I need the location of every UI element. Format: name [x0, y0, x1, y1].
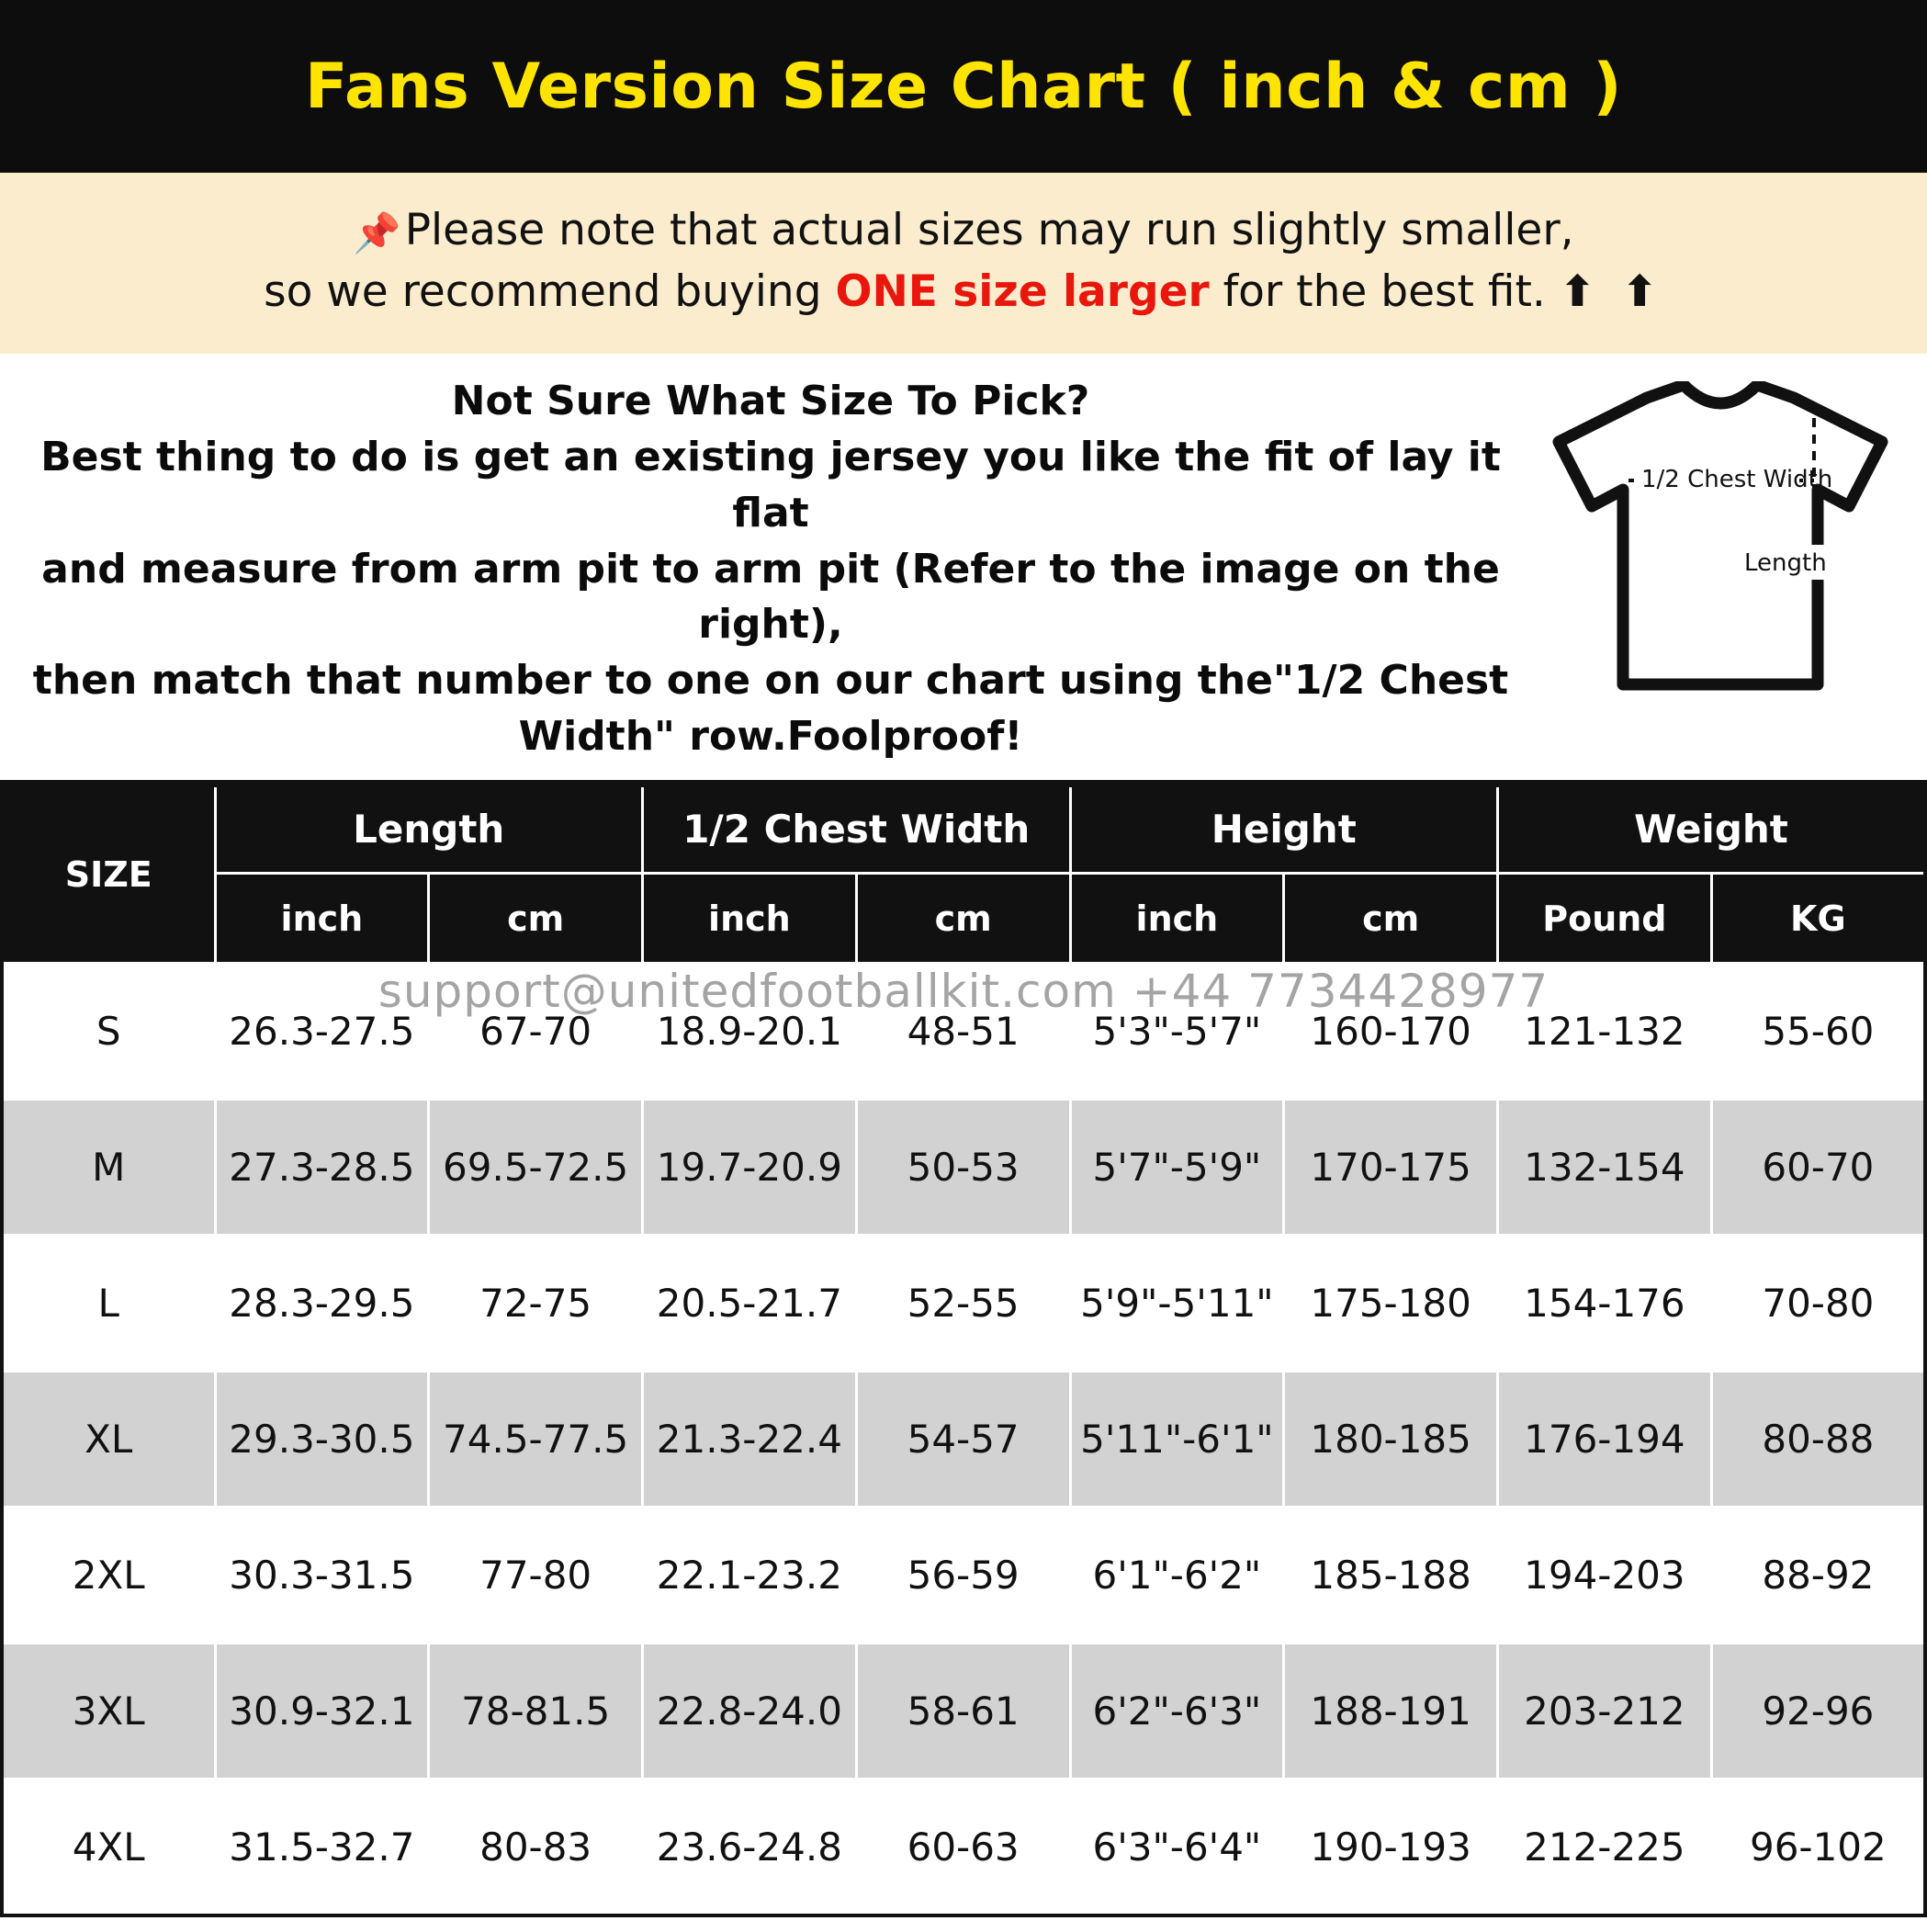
- row-size: 3XL: [2, 1644, 215, 1779]
- table-row: [2, 1644, 1925, 1779]
- row-size: M: [2, 1100, 215, 1236]
- cell-length-cm: 67-70: [429, 964, 643, 1100]
- cell-height-inch: 6'2"-6'3": [1070, 1644, 1284, 1779]
- cell-weight-kg: 96-102: [1711, 1779, 1925, 1915]
- cell-chest-cm: 50-53: [856, 1100, 1070, 1236]
- sizing-advice: [0, 354, 1927, 779]
- cell-length-inch: 29.3-30.5: [215, 1372, 429, 1508]
- cell-weight-pound: 132-154: [1498, 1100, 1712, 1236]
- header-group-height: Height: [1070, 785, 1498, 874]
- sizing-advice-text: [9, 374, 1523, 764]
- cell-chest-inch: 21.3-22.4: [643, 1372, 857, 1508]
- cell-height-inch: 5'7"-5'9": [1070, 1100, 1284, 1236]
- cell-weight-pound: 212-225: [1498, 1779, 1712, 1915]
- notice-line-1: [18, 200, 1909, 262]
- cell-chest-cm: 60-63: [856, 1779, 1070, 1915]
- advice-line-2: and measure from arm pit to arm pit (Refer to the image on the right),: [41, 545, 1500, 649]
- row-size: S: [2, 964, 215, 1100]
- length-label: Length: [1744, 549, 1827, 578]
- cell-chest-inch: 20.5-21.7: [643, 1236, 857, 1372]
- cell-height-cm: 190-193: [1284, 1779, 1498, 1915]
- cell-weight-kg: 88-92: [1711, 1508, 1925, 1644]
- cell-height-cm: 175-180: [1284, 1236, 1498, 1372]
- chest-width-label: 1/2 Chest Width: [1641, 466, 1833, 494]
- header-unit-weight-pound: Pound: [1498, 874, 1712, 964]
- table-row: [2, 1508, 1925, 1644]
- cell-weight-pound: 176-194: [1498, 1372, 1712, 1508]
- row-size: 2XL: [2, 1508, 215, 1644]
- header-size: SIZE: [2, 785, 215, 964]
- cell-weight-kg: 80-88: [1711, 1372, 1925, 1508]
- table-row: [2, 1100, 1925, 1236]
- advice-line-4: Width" row.Foolproof!: [518, 712, 1023, 760]
- header-unit-height-inch: inch: [1070, 874, 1284, 964]
- size-table-body: [2, 964, 1925, 1915]
- cell-length-inch: 30.9-32.1: [215, 1644, 429, 1779]
- cell-height-inch: 5'3"-5'7": [1070, 964, 1284, 1100]
- cell-length-cm: 74.5-77.5: [429, 1372, 643, 1508]
- cell-height-inch: 5'11"-6'1": [1070, 1372, 1284, 1508]
- header-unit-height-cm: cm: [1284, 874, 1498, 964]
- cell-weight-kg: 70-80: [1711, 1236, 1925, 1372]
- cell-length-inch: 28.3-29.5: [215, 1236, 429, 1372]
- cell-height-inch: 5'9"-5'11": [1070, 1236, 1284, 1372]
- notice-highlight: ONE size larger: [835, 266, 1210, 317]
- header-group-length: Length: [215, 785, 643, 874]
- row-size: L: [2, 1236, 215, 1372]
- size-notice: [0, 173, 1927, 354]
- header-unit-chest-cm: cm: [856, 874, 1070, 964]
- size-table-wrapper: [0, 780, 1927, 1917]
- table-row: [2, 1236, 1925, 1372]
- cell-weight-pound: 194-203: [1498, 1508, 1712, 1644]
- cell-length-cm: 72-75: [429, 1236, 643, 1372]
- cell-length-inch: 27.3-28.5: [215, 1100, 429, 1236]
- cell-weight-kg: 55-60: [1711, 964, 1925, 1100]
- notice-line-2-prefix: so we recommend buying: [264, 266, 836, 317]
- cell-height-cm: 188-191: [1284, 1644, 1498, 1779]
- header-unit-chest-inch: inch: [643, 874, 857, 964]
- row-size: 4XL: [2, 1779, 215, 1915]
- cell-length-inch: 31.5-32.7: [215, 1779, 429, 1915]
- page-header: [0, 0, 1927, 173]
- header-group-weight: Weight: [1498, 785, 1926, 874]
- pushpin-icon: 📌: [353, 210, 401, 255]
- cell-chest-inch: 22.8-24.0: [643, 1644, 857, 1779]
- cell-weight-kg: 60-70: [1711, 1100, 1925, 1236]
- cell-weight-pound: 154-176: [1498, 1236, 1712, 1372]
- cell-chest-cm: 54-57: [856, 1372, 1070, 1508]
- cell-height-cm: 160-170: [1284, 964, 1498, 1100]
- cell-chest-cm: 56-59: [856, 1508, 1070, 1644]
- notice-line-2-suffix: for the best fit.: [1209, 266, 1560, 317]
- cell-chest-cm: 58-61: [856, 1644, 1070, 1779]
- cell-weight-pound: 203-212: [1498, 1644, 1712, 1779]
- cell-length-inch: 26.3-27.5: [215, 964, 429, 1100]
- header-unit-weight-kg: KG: [1711, 874, 1925, 964]
- notice-line-2: [18, 262, 1909, 323]
- up-arrows-icon: ⬆ ⬆: [1559, 266, 1663, 317]
- cell-weight-kg: 92-96: [1711, 1644, 1925, 1779]
- table-row: [2, 1372, 1925, 1508]
- cell-height-inch: 6'3"-6'4": [1070, 1779, 1284, 1915]
- header-unit-length-inch: inch: [215, 874, 429, 964]
- cell-length-cm: 77-80: [429, 1508, 643, 1644]
- cell-chest-inch: 22.1-23.2: [643, 1508, 857, 1644]
- table-header-row-groups: [2, 785, 1925, 874]
- cell-chest-inch: 19.7-20.9: [643, 1100, 857, 1236]
- header-group-chest: 1/2 Chest Width: [643, 785, 1071, 874]
- advice-line-1: Best thing to do is get an existing jersey you like the fit of lay it flat: [40, 434, 1501, 537]
- contact-watermark: support@unitedfootballkit.com +44 7734428977: [378, 965, 1549, 1018]
- table-row: [2, 1779, 1925, 1915]
- cell-length-cm: 78-81.5: [429, 1644, 643, 1779]
- header-unit-length-cm: cm: [429, 874, 643, 964]
- cell-chest-inch: 18.9-20.1: [643, 964, 857, 1100]
- advice-question: Not Sure What Size To Pick?: [451, 378, 1090, 425]
- cell-chest-inch: 23.6-24.8: [643, 1779, 857, 1915]
- page-title: Fans Version Size Chart ( inch & cm ): [305, 50, 1622, 123]
- tshirt-diagram: [1523, 374, 1918, 694]
- size-table-head: [2, 785, 1925, 964]
- cell-chest-cm: 48-51: [856, 964, 1070, 1100]
- advice-line-3: then match that number to one on our chart using the"1/2 Chest: [32, 657, 1509, 705]
- table-header-row-units: [2, 874, 1925, 964]
- table-row: [2, 964, 1925, 1100]
- cell-chest-cm: 52-55: [856, 1236, 1070, 1372]
- cell-height-cm: 180-185: [1284, 1372, 1498, 1508]
- cell-length-cm: 69.5-72.5: [429, 1100, 643, 1236]
- size-table: [0, 784, 1927, 1917]
- cell-height-cm: 185-188: [1284, 1508, 1498, 1644]
- cell-weight-pound: 121-132: [1498, 964, 1712, 1100]
- cell-height-cm: 170-175: [1284, 1100, 1498, 1236]
- tshirt-icon: [1546, 381, 1895, 694]
- row-size: XL: [2, 1372, 215, 1508]
- cell-length-inch: 30.3-31.5: [215, 1508, 429, 1644]
- cell-length-cm: 80-83: [429, 1779, 643, 1915]
- cell-height-inch: 6'1"-6'2": [1070, 1508, 1284, 1644]
- notice-line-1-text: Please note that actual sizes may run slightly smaller,: [404, 205, 1574, 255]
